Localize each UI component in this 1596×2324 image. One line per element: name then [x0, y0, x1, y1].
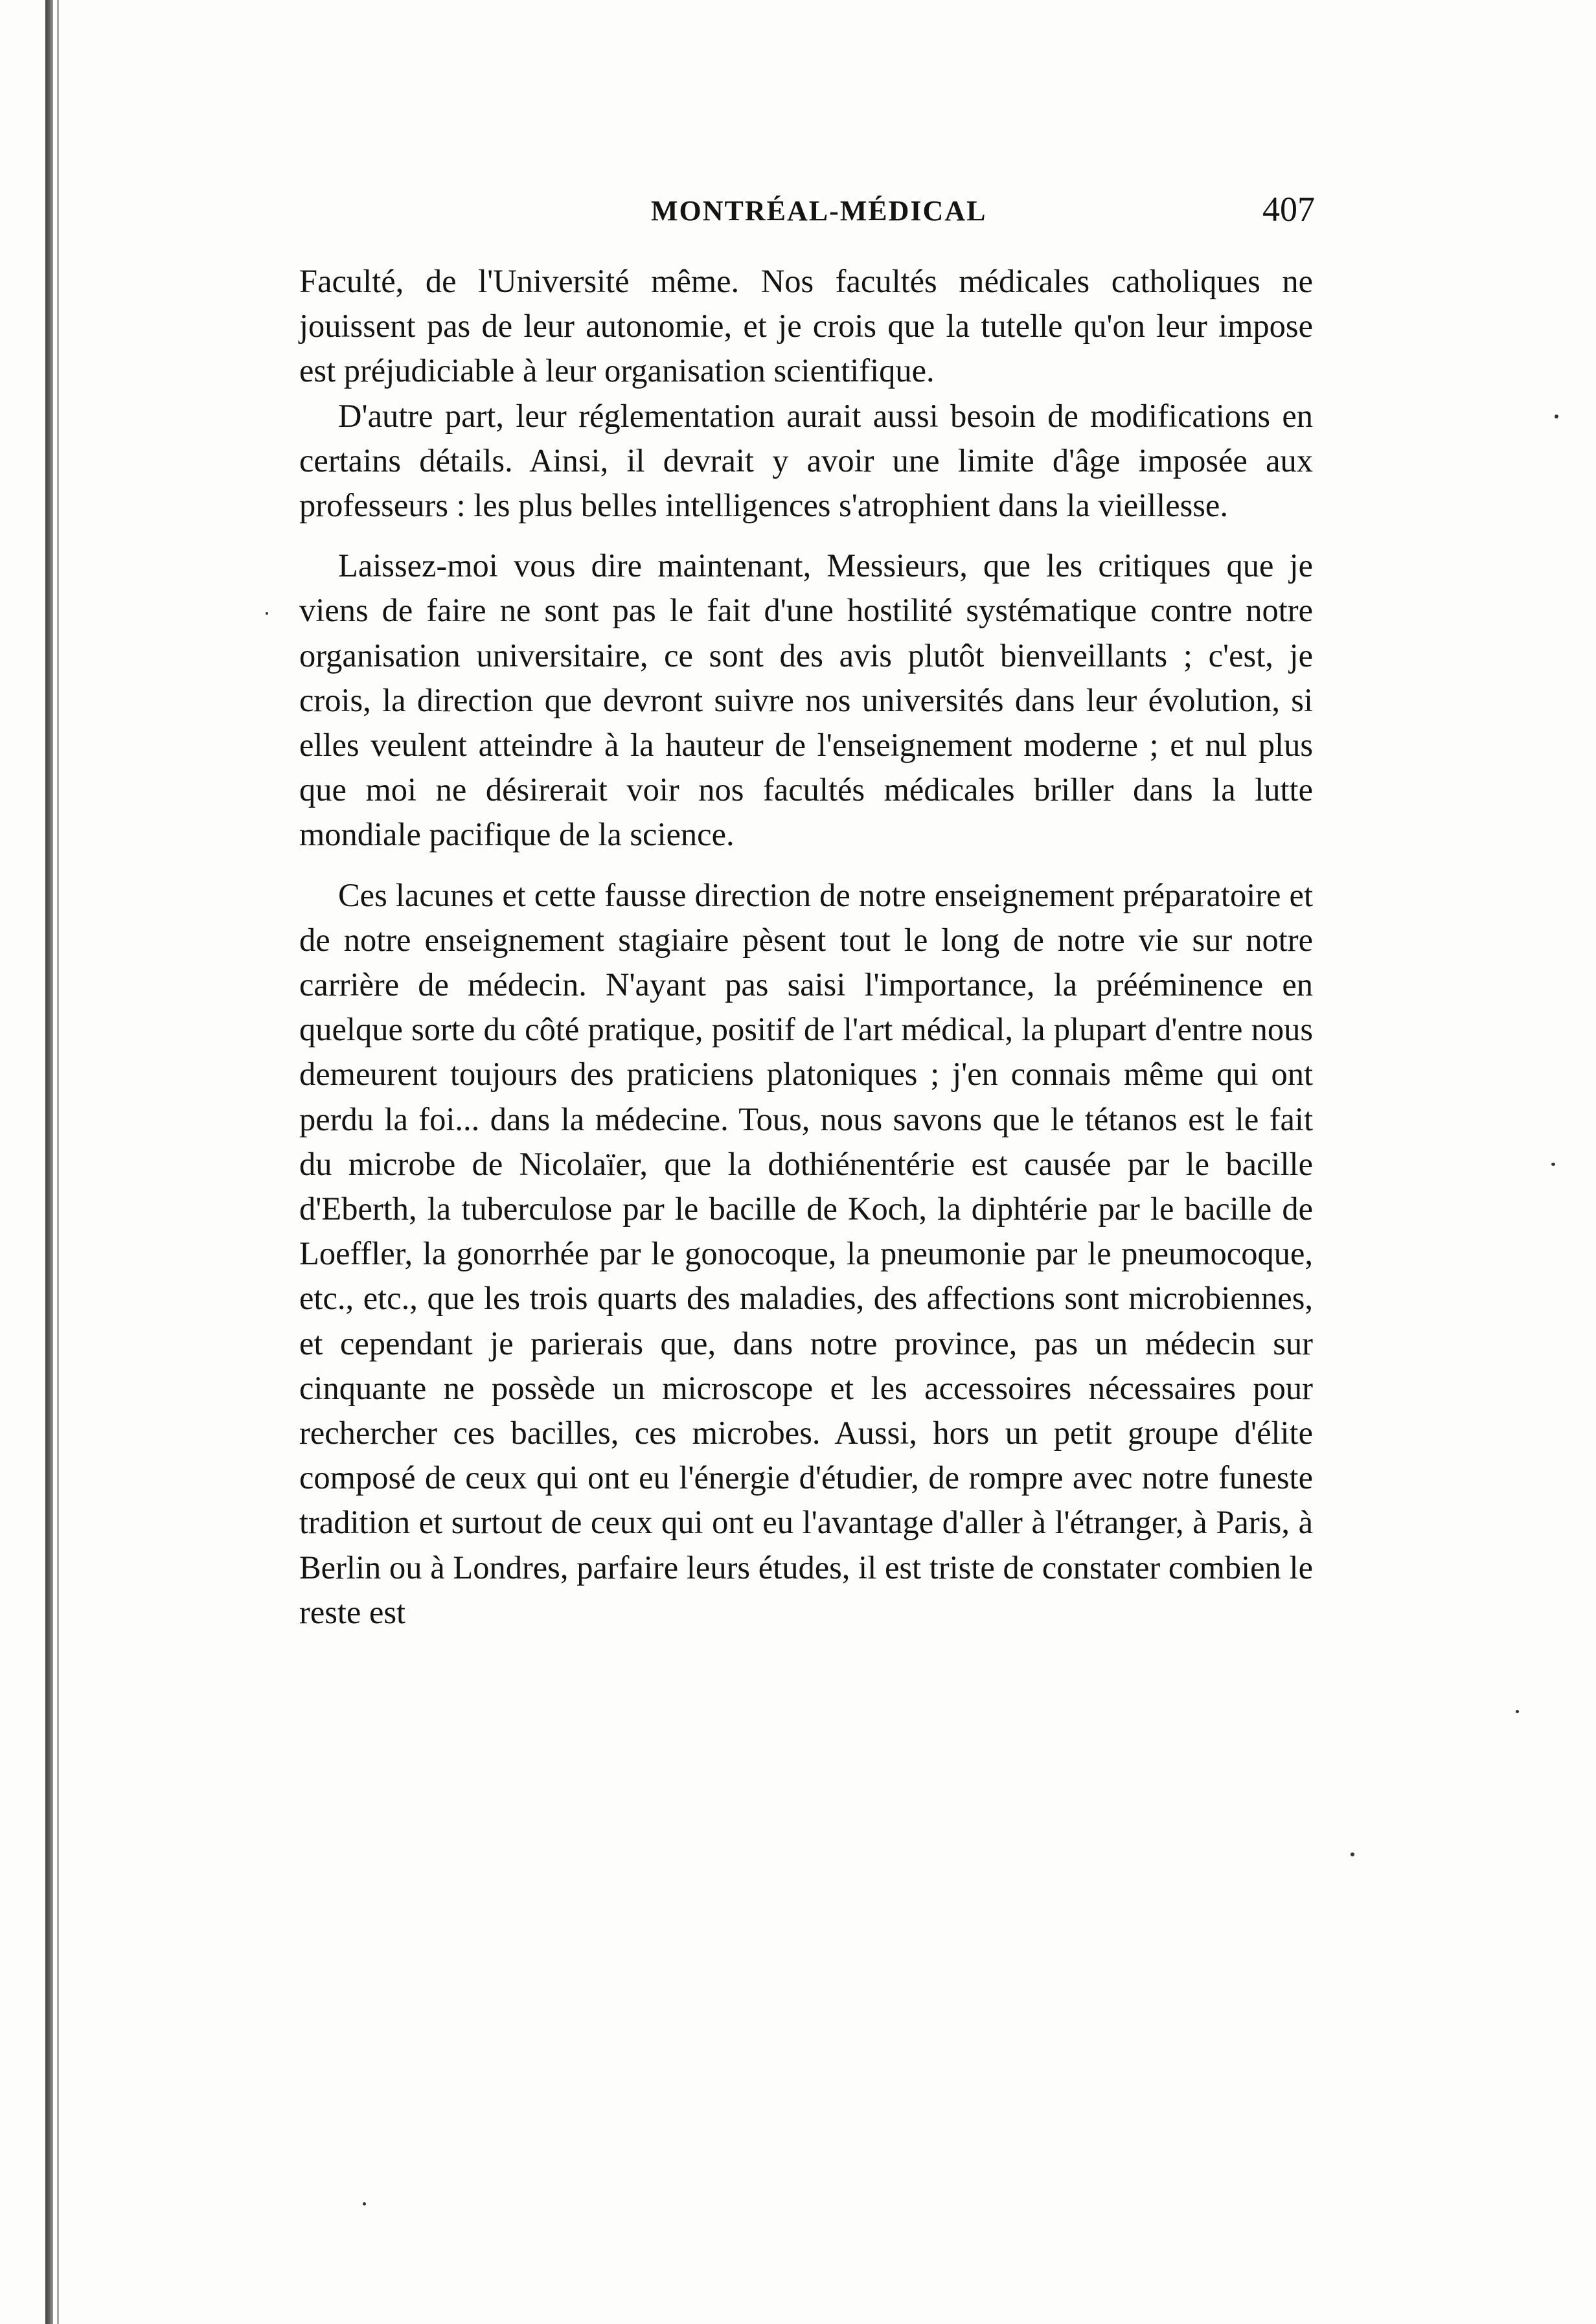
speck	[1555, 415, 1558, 418]
body-text	[299, 259, 1313, 1635]
speck	[1516, 1710, 1519, 1713]
speck	[266, 612, 268, 615]
paragraph-3: Laissez-moi vous dire maintenant, Messieurs, que les critiques que je viens de faire ne sont pas le fait d'une hostilité systématique contre notre organisation universitaire, ce sont des avis plutôt bienveillants ; c'est, je crois, la direction que devront suivre nos universités dans leur évolution, si elles veulent atteindre à la hauteur de l'enseignement moderne ; et nul plus que moi ne désirerait voir nos facultés médicales briller dans la lutte mondiale pacifique de la science.	[299, 547, 1313, 853]
binding-edge	[45, 0, 53, 2324]
paragraph-4: Ces lacunes et cette fausse direction de notre enseignement préparatoire et de notre enseignement stagiaire pèsent tout le long de notre vie sur notre carrière de médecin. N'ayant pas saisi l'importance, la prééminence en quelque sorte du côté pratique, positif de l'art médical, la plupart d'entre nous demeurent toujours des praticiens platoniques ; j'en connais même qui ont perdu la foi... dans la médecine. Tous, nous savons que le tétanos est le fait du microbe de Nicolaïer, que la dothiénentérie est causée par le bacille d'Eberth, la tuberculose par le bacille de Koch, la diphtérie par le bacille de Loeffler, la gonorrhée par le gonocoque, la pneumonie par le pneumocoque, etc., etc., que les trois quarts des maladies, des affections sont microbiennes, et cependant je parierais que, dans notre province, pas un médecin sur cinquante ne possède un microscope et les accessoires nécessaires pour rechercher ces bacilles, ces microbes. Aussi, hors un petit groupe d'élite composé de ceux qui ont eu l'énergie d'étudier, de rompre avec notre funeste tradition et surtout de ceux qui ont eu l'avantage d'aller à l'étranger, à Paris, à Berlin ou à Londres, parfaire leurs études, il est triste de constater combien le reste est	[299, 876, 1313, 1630]
paragraph-2: D'autre part, leur réglementation aurait aussi besoin de modifications en certains détails. Ainsi, il devrait y avoir une limite d'âge imposée aux professeurs : les plus belles intelligences s'atrophient dans la vieillesse.	[299, 397, 1313, 524]
paragraph-1: Faculté, de l'Université même. Nos facultés médicales catholiques ne jouissent pas de leur autonomie, et je crois que la tutelle qu'on leur impose est préjudiciable à leur organisation scientifique.	[299, 263, 1313, 389]
speck	[363, 2202, 366, 2205]
running-title: MONTRÉAL-MÉDICAL	[651, 195, 987, 227]
speck	[1551, 1163, 1555, 1166]
binding-edge-line	[57, 0, 59, 2324]
page-header	[298, 190, 1315, 240]
page-number: 407	[1262, 190, 1315, 229]
speck	[1351, 1852, 1354, 1856]
